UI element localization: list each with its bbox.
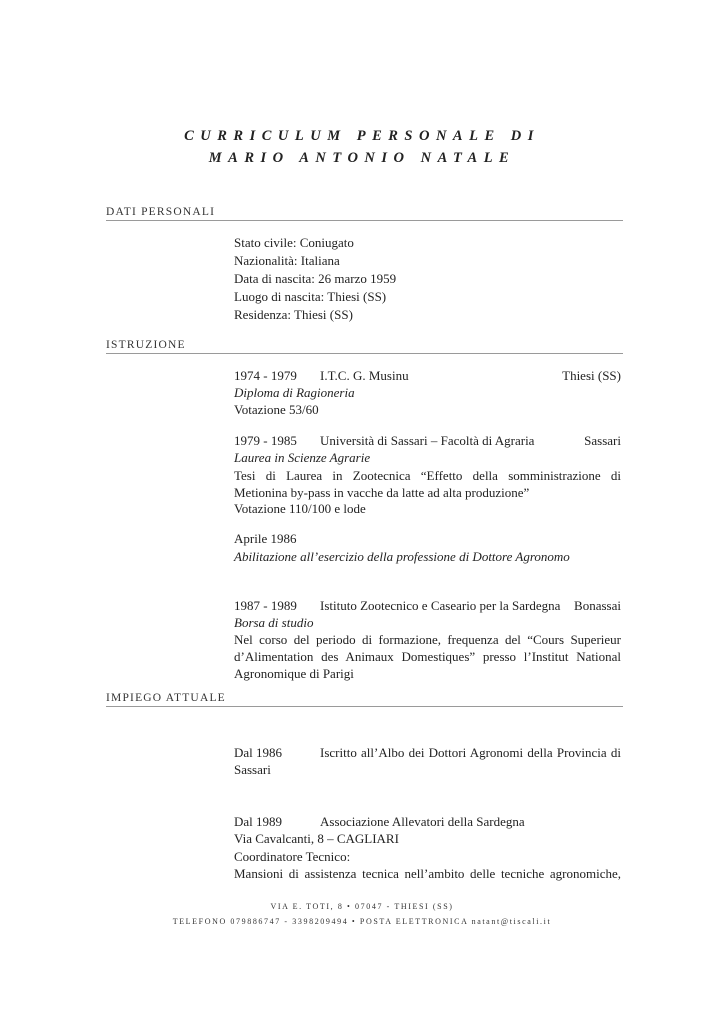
education-entry-1-place: Thiesi (SS): [562, 368, 621, 383]
personal-nationality: Nazionalità: Italiana: [234, 253, 340, 268]
personal-birth-date: Data di nascita: 26 marzo 1959: [234, 271, 397, 286]
document-title-line1: CURRICULUM PERSONALE DI: [184, 128, 540, 144]
section-heading-education: ISTRUZIONE: [106, 339, 623, 354]
footer-address: VIA E. TOTI, 8 • 07047 - THIESI (SS): [270, 902, 454, 911]
section-heading-personal: DATI PERSONALI: [106, 206, 623, 221]
education-entry-2-institution: Università di Sassari – Facoltà di Agraria: [320, 433, 535, 448]
education-entry-4-institution: Istituto Zootecnico e Caseario per la Sardegna: [320, 598, 561, 613]
employment-entry-1-text: Iscritto all’Albo dei Dottori Agronomi della Provincia di Sassari: [234, 745, 621, 777]
education-entry-2-date: 1979 - 1985: [234, 433, 297, 448]
employment-entry-2-duties: Mansioni di assistenza tecnica nell’ambito delle tecniche agronomiche,: [234, 866, 621, 881]
personal-residence: Residenza: Thiesi (SS): [234, 307, 353, 322]
education-entry-1-institution: I.T.C. G. Musinu: [320, 368, 409, 383]
education-entry-2-grade: Votazione 110/100 e lode: [234, 501, 366, 516]
employment-entry-2-address: Via Cavalcanti, 8 – CAGLIARI: [234, 831, 399, 846]
education-entry-4-description: Nel corso del periodo di formazione, frequenza del “Cours Superieur d’Alimentation des Animaux Domestiques” presso l’Institut National Agronomique di Parigi: [234, 632, 621, 681]
education-entry-4-place: Bonassai: [574, 598, 621, 613]
education-entry-3-date: Aprile 1986: [234, 531, 297, 546]
education-entry-1-grade: Votazione 53/60: [234, 402, 319, 417]
education-entry-2-place: Sassari: [584, 433, 621, 448]
footer-contacts: TELEFONO 079886747 - 3398209494 • POSTA ELETTRONICA natant@tiscali.it: [172, 917, 552, 926]
education-entry-2-thesis: Tesi di Laurea in Zootecnica “Effetto della somministrazione di Metionina by-pass in vacche da latte ad alta produzione”: [234, 468, 621, 500]
employment-entry-2-role: Coordinatore Tecnico:: [234, 849, 351, 864]
employment-entry-2-date: Dal 1989: [234, 814, 283, 829]
education-entry-2-degree: Laurea in Scienze Agrarie: [234, 450, 371, 465]
document-title-line2: MARIO ANTONIO NATALE: [208, 150, 516, 166]
education-entry-1-degree: Diploma di Ragioneria: [234, 385, 355, 400]
employment-entry-2-organization: Associazione Allevatori della Sardegna: [320, 814, 525, 829]
employment-entry-1: [234, 744, 621, 778]
employment-entry-1-date: Dal 1986: [234, 745, 283, 760]
personal-marital-status: Stato civile: Coniugato: [234, 235, 354, 250]
education-entry-1-date: 1974 - 1979: [234, 368, 297, 383]
section-heading-employment: IMPIEGO ATTUALE: [106, 692, 623, 707]
personal-birth-place: Luogo di nascita: Thiesi (SS): [234, 289, 387, 304]
education-entry-4-date: 1987 - 1989: [234, 598, 297, 613]
education-entry-3-degree: Abilitazione all’esercizio della professione di Dottore Agronomo: [234, 549, 570, 564]
education-entry-4-degree: Borsa di studio: [234, 615, 314, 630]
